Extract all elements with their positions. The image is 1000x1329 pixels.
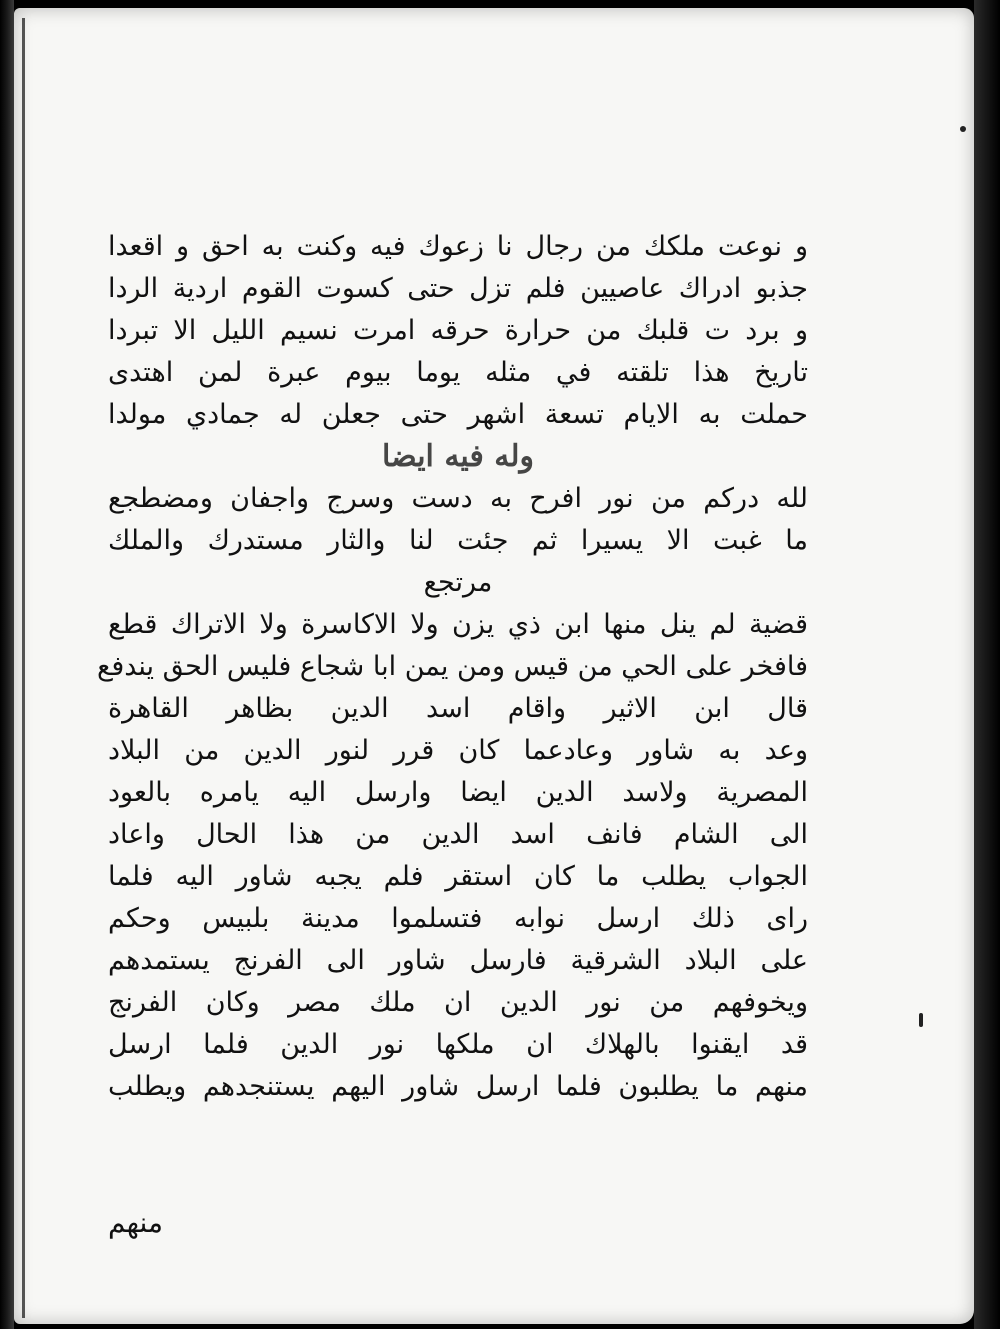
text-line: المصرية ولاسد الدين ايضا وارسل اليه يامره بالعود (108, 777, 808, 808)
binding-edge (0, 0, 14, 1329)
text-line: منهم ما يطلبون فلما ارسل شاور اليهم يستنجدهم ويطلب (108, 1071, 808, 1102)
text-line: على البلاد الشرقية فارسل شاور الى الفرنج يستمدهم (108, 945, 808, 976)
text-line: ما غبت الا يسيرا ثم جئت لنا والثار مستدرك والملك (108, 525, 808, 556)
text-line: تاريخ هذا تلقته في مثله يوما بيوم عبرة لمن اهتدى (108, 357, 808, 388)
text-line: الجواب يطلب ما كان استقر فلم يجبه شاور اليه فلما (108, 861, 808, 892)
text-line: ويخوفهم من نور الدين ان ملك مصر وكان الفرنج (108, 987, 808, 1018)
text-line: لله دركم من نور افرح به دست وسرج واجفان ومضطجع (108, 483, 808, 514)
text-line: قضية لم ينل منها ابن ذي يزن ولا الاكاسرة ولا الاتراك قطع (108, 609, 808, 640)
text-line: قد ايقنوا بالهلاك ان ملكها نور الدين فلما ارسل (108, 1029, 808, 1060)
gutter-line (22, 18, 25, 1318)
ink-dot (960, 126, 966, 132)
manuscript-text (96, 226, 808, 1108)
text-line: حملت به الايام تسعة اشهر حتى جعلن له جمادي مولدا (108, 399, 808, 430)
text-line: راى ذلك ارسل نوابه فتسلموا مدينة بلبيس وحكم (108, 903, 808, 934)
text-line: فافخر على الحي من قيس ومن يمن ابا شجاع فليس الحق يندفع (96, 651, 808, 682)
text-line: و برد ت قلبك من حرارة حرقه امرت نسيم الليل الا تبردا (108, 315, 808, 346)
text-line: و نوعت ملكك من رجال نا زعوك فيه وكنت به احق و اقعدا (108, 231, 808, 262)
text-line: الى الشام فانف اسد الدين من هذا الحال واعاد (108, 819, 808, 850)
text-line: مرتجع (423, 567, 493, 598)
catchword: منهم (108, 1206, 163, 1239)
text-line: جذبو ادراك عاصيين فلم تزل حتى كسوت القوم اردية الردا (108, 273, 808, 304)
section-heading: وله فيه ايضا (382, 439, 534, 474)
page-right-border (974, 0, 1000, 1329)
text-line: قال ابن الاثير واقام اسد الدين بظاهر القاهرة (108, 693, 808, 724)
text-line: وعد به شاور وعادعما كان قرر لنور الدين من البلاد (108, 735, 808, 766)
ink-dot (919, 1013, 923, 1027)
